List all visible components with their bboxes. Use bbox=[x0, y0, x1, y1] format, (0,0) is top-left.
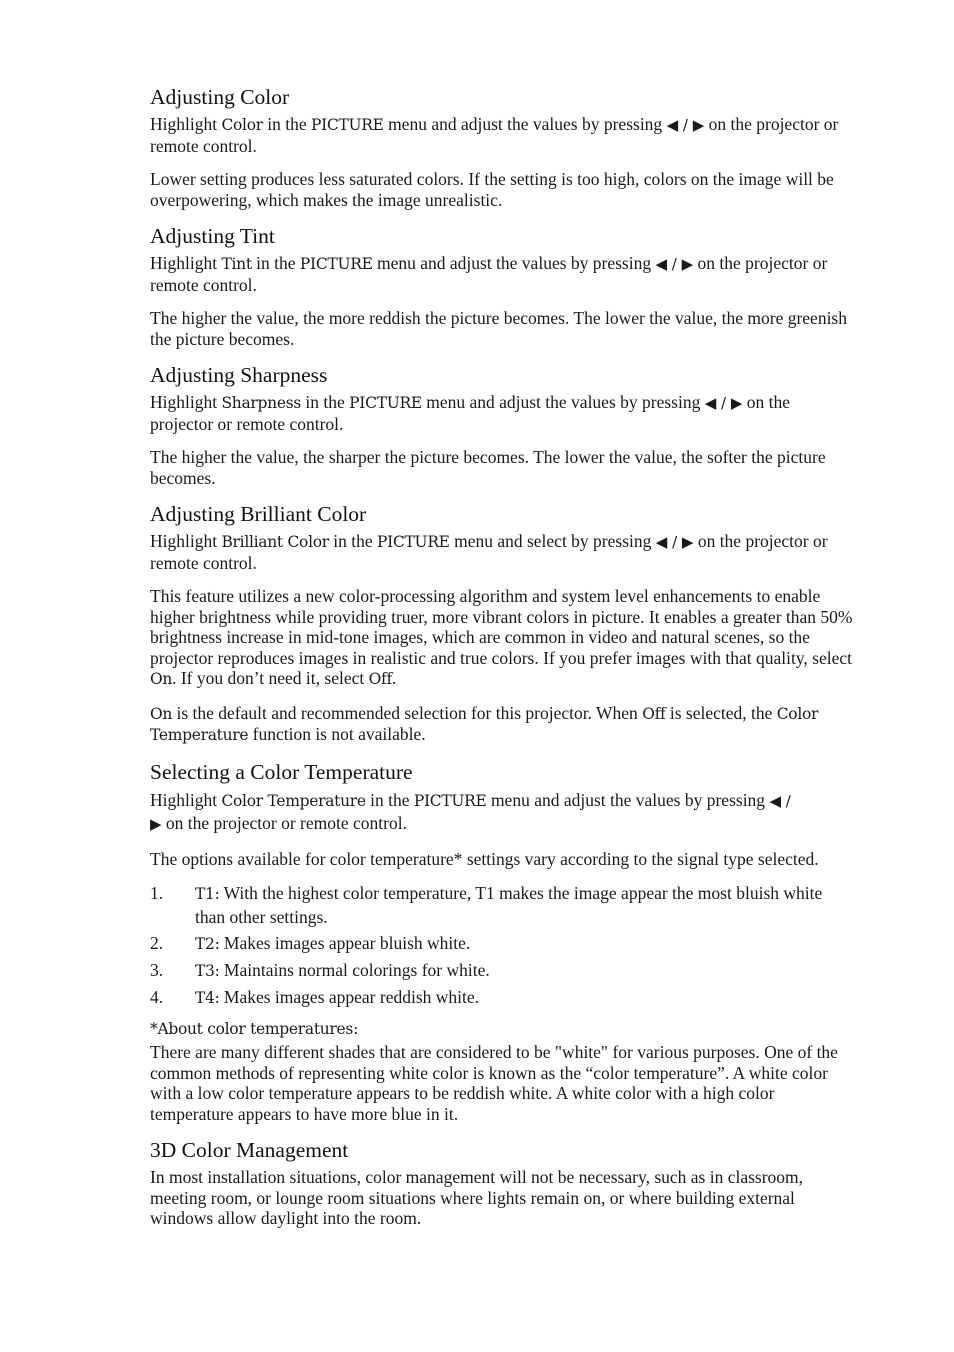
description-paragraph: The higher the value, the sharper the picture becomes. The lower the value, the softer the picture becomes. bbox=[150, 447, 826, 488]
instruction-paragraph: Highlight Sharpness in the PICTURE menu and adjust the values by pressing ◀ / ▶ on the projector or remote control. bbox=[150, 392, 791, 434]
menu-item-term: Color Temperature bbox=[221, 791, 366, 810]
description-paragraph: The higher the value, the more reddish the picture becomes. The lower the value, the more greenish the picture becomes. bbox=[150, 308, 847, 349]
list-number: 1. bbox=[150, 883, 164, 903]
option-label: T1: bbox=[195, 885, 220, 903]
list-item: 1. T1: With the highest color temperature, T1 makes the image appear the most bluish white than other settings. bbox=[150, 883, 823, 927]
description-paragraph: Lower setting produces less saturated colors. If the setting is too high, colors on the image will be overpowering, which makes the image unrealistic. bbox=[150, 169, 834, 210]
left-right-arrow-icon: ◀ / ▶ bbox=[655, 533, 694, 551]
list-number: 2. bbox=[150, 933, 164, 953]
list-number: 3. bbox=[150, 960, 164, 980]
instruction-paragraph: Highlight Color Temperature in the PICTURE menu and adjust the values by pressing ◀ / ▶ on the projector or remote control. bbox=[150, 789, 791, 833]
section-3d-color-management bbox=[150, 1137, 856, 1229]
menu-item-term: Tint bbox=[221, 255, 252, 273]
list-number: 4. bbox=[150, 987, 164, 1007]
menu-name: PICTURE bbox=[413, 791, 487, 810]
about-paragraph: There are many different shades that are considered to be "white" for various purposes. One of the common methods of representing white color is known as the “color temperature”. A white color with a low color temperature appears to be reddish white. A white color with a high color temperature appears to have more blue in it. bbox=[150, 1042, 838, 1124]
menu-item-term: Color Temperature bbox=[150, 704, 819, 744]
section-adjusting-tint bbox=[150, 223, 856, 349]
menu-item-term: Sharpness bbox=[221, 394, 302, 412]
menu-item-term: Color bbox=[221, 116, 263, 134]
section-heading: 3D Color Management bbox=[150, 1138, 349, 1162]
instruction-paragraph: Highlight Tint in the PICTURE menu and adjust the values by pressing ◀ / ▶ on the projector or remote control. bbox=[150, 253, 828, 295]
option-off: Off bbox=[368, 670, 392, 688]
menu-name: PICTURE bbox=[310, 116, 384, 134]
section-heading: Selecting a Color Temperature bbox=[150, 759, 413, 784]
option-label: T2: bbox=[195, 935, 220, 953]
option-off: Off bbox=[642, 704, 666, 723]
option-label: T3: bbox=[195, 962, 220, 980]
option-label: T4: bbox=[195, 989, 220, 1007]
description-paragraph: In most installation situations, color management will not be necessary, such as in classroom, meeting room, or lounge room situations where lights remain on, or where building external windows allow daylight into the room. bbox=[150, 1167, 804, 1228]
description-paragraph: The options available for color temperature* settings vary according to the signal type selected. bbox=[150, 848, 819, 869]
left-arrow-icon: ◀ / bbox=[769, 791, 791, 810]
menu-name: PICTURE bbox=[299, 255, 373, 273]
section-heading: Adjusting Tint bbox=[150, 224, 275, 248]
section-adjusting-brilliant-color bbox=[150, 501, 856, 746]
section-adjusting-color bbox=[150, 84, 856, 210]
option-on: On bbox=[150, 670, 173, 688]
menu-item-term: Brilliant Color bbox=[221, 533, 329, 551]
right-arrow-icon: ▶ bbox=[150, 815, 162, 833]
manual-page bbox=[150, 84, 856, 1242]
instruction-paragraph: Highlight Brilliant Color in the PICTURE menu and select by pressing ◀ / ▶ on the projector or remote control. bbox=[150, 531, 828, 573]
section-heading: Adjusting Brilliant Color bbox=[150, 502, 367, 526]
default-note-paragraph: On is the default and recommended selection for this projector. When Off is selected, the Color Temperature function is not available. bbox=[150, 702, 819, 744]
section-heading: Adjusting Color bbox=[150, 85, 290, 109]
left-right-arrow-icon: ◀ / ▶ bbox=[666, 116, 705, 134]
list-item: 2. T2: Makes images appear bluish white. bbox=[150, 933, 471, 953]
left-right-arrow-icon: ◀ / ▶ bbox=[655, 255, 694, 273]
section-color-temperature bbox=[150, 759, 856, 1125]
left-right-arrow-icon: ◀ / ▶ bbox=[704, 394, 743, 412]
about-heading: *About color temperatures: bbox=[150, 1020, 358, 1038]
section-heading: Adjusting Sharpness bbox=[150, 363, 328, 387]
section-adjusting-sharpness bbox=[150, 362, 856, 488]
menu-name: PICTURE bbox=[377, 533, 450, 551]
instruction-paragraph: Highlight Color in the PICTURE menu and adjust the values by pressing ◀ / ▶ on the projector or remote control. bbox=[150, 114, 839, 156]
option-on: On bbox=[150, 704, 173, 723]
description-paragraph: This feature utilizes a new color-processing algorithm and system level enhancements to enable higher brightness while providing truer, more vibrant colors in picture. It enables a greater than 50% brightness increase in mid-tone images, which are common in video and natural scenes, so the projector reproduces images in realistic and true colors. If you prefer images with that quality, select On. If you don’t need it, select Off. bbox=[150, 586, 853, 688]
temperature-options-list bbox=[150, 882, 856, 1010]
list-item: 4. T4: Makes images appear reddish white. bbox=[150, 987, 480, 1007]
list-item: 3. T3: Maintains normal colorings for white. bbox=[150, 960, 490, 980]
menu-name: PICTURE bbox=[349, 394, 422, 412]
